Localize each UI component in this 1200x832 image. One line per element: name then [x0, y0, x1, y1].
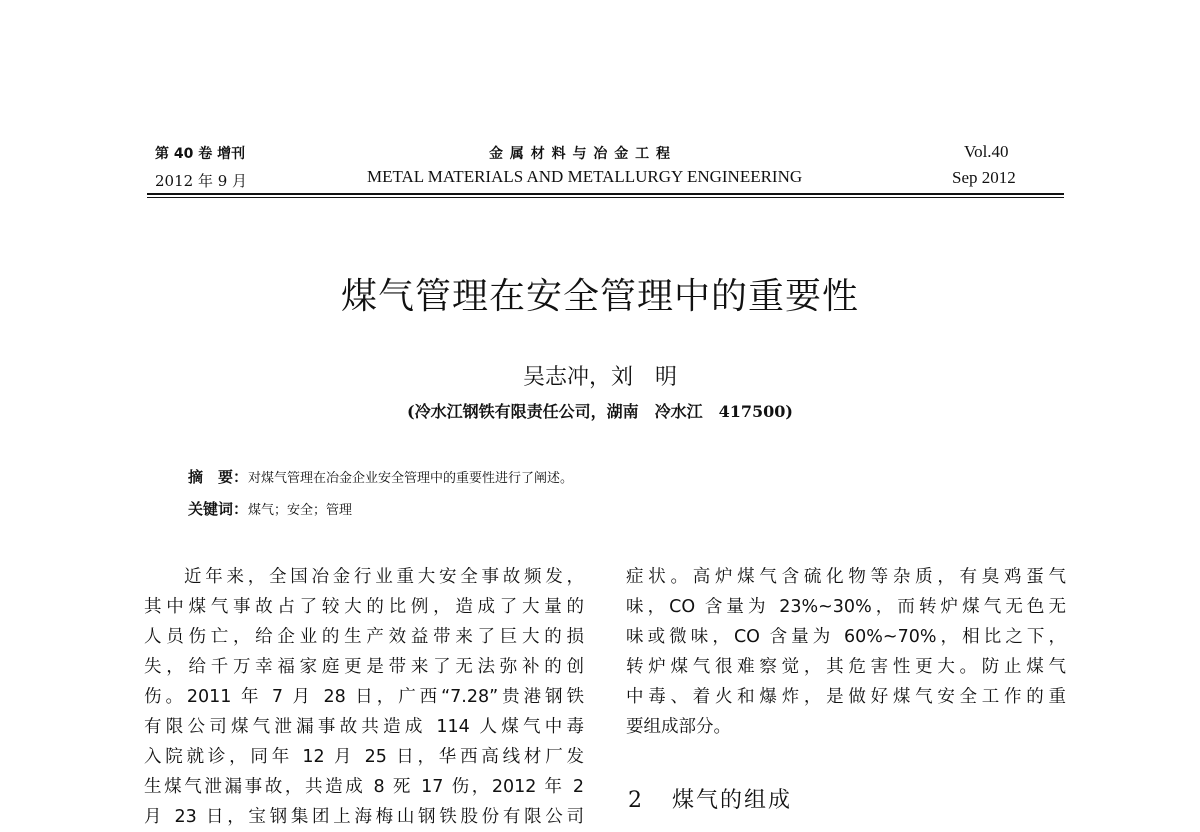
abstract: [188, 466, 573, 487]
paragraph-line: 中毒、着火和爆炸，是做好煤气安全工作的重: [626, 687, 1066, 707]
paragraph-line: 入院就诊，同年 12 月 25 日，华西高线材厂发: [144, 747, 584, 767]
paragraph-line: 转炉煤气很难察觉，其危害性更大。防止煤气: [626, 657, 1066, 677]
section-number: 2: [628, 788, 644, 813]
paragraph-line: 有限公司煤气泄漏事故共造成 114 人煤气中毒: [144, 717, 584, 737]
journal-title-en: METAL MATERIALS AND METALLURGY ENGINEERING: [367, 167, 803, 186]
body-left-column: [144, 562, 584, 832]
paragraph-line: 要组成部分。: [626, 717, 731, 737]
body-right-column: [626, 562, 1066, 742]
keywords: [188, 498, 352, 519]
volume-issue-cn: 第 40 卷 增刊: [155, 146, 246, 162]
paragraph-line: 生煤气泄漏事故，共造成 8 死 17 伤，2012 年 2: [144, 777, 584, 797]
abstract-text: 对煤气管理在冶金企业安全管理中的重要性进行了阐述。: [248, 471, 574, 486]
date-en: Sep 2012: [952, 168, 1016, 187]
paragraph-line: 月 23 日，宝钢集团上海梅山钢铁股份有限公司: [144, 807, 584, 827]
paragraph-line: 症状。高炉煤气含硫化物等杂质，有臭鸡蛋气: [626, 567, 1066, 587]
paragraph-line: 失，给千万幸福家庭更是带来了无法弥补的创: [144, 657, 584, 677]
header-rule-thin: [147, 197, 1064, 198]
keywords-label: 关键词：: [188, 500, 249, 518]
volume-en: Vol.40: [964, 142, 1009, 161]
paragraph-line: 人员伤亡，给企业的生产效益带来了巨大的损: [144, 627, 584, 647]
article-title: 煤气管理在安全管理中的重要性: [340, 276, 859, 317]
section-title: 煤气的组成: [672, 788, 793, 813]
abstract-label: 摘 要：: [188, 468, 249, 486]
article-affiliation: (冷水江钢铁有限责任公司，湖南 冷水江 417500): [407, 402, 793, 421]
keywords-text: 煤气；安全；管理: [248, 503, 353, 518]
paragraph-line: 其中煤气事故占了较大的比例，造成了大量的: [144, 597, 584, 617]
header-rule-thick: [147, 193, 1064, 195]
paragraph-line: 近年来，全国冶金行业重大安全事故频发，: [184, 567, 584, 587]
paragraph-line: 伤。2011 年 7 月 28 日，广西“7.28”贵港钢铁: [144, 687, 584, 707]
paragraph-line: 味或微味，CO 含量为 60%~70%，相比之下，: [626, 627, 1066, 647]
article-authors: 吴志冲，刘 明: [522, 365, 677, 390]
section-heading: [628, 783, 792, 814]
journal-title-cn: 金 属 材 料 与 冶 金 工 程: [489, 146, 671, 162]
paragraph-line: 味，CO 含量为 23%~30%，而转炉煤气无色无: [626, 597, 1066, 617]
date-cn: 2012 年 9 月: [155, 172, 248, 190]
